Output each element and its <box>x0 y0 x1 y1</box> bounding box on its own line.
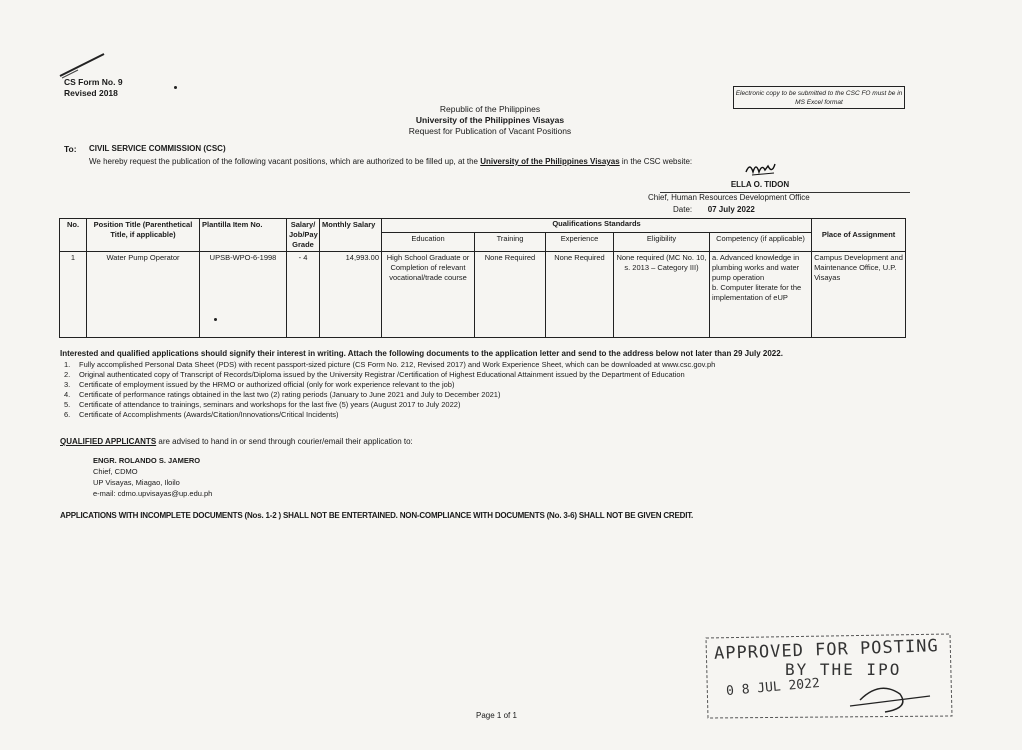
form-revised-text: Revised 2018 <box>64 88 118 98</box>
cell-no: 1 <box>60 252 87 338</box>
contact-address: UP Visayas, Miagao, Iloilo <box>93 478 180 487</box>
header-republic: Republic of the Philippines <box>439 104 541 114</box>
to-label: To: <box>64 144 77 154</box>
date-label: Date: <box>673 205 693 214</box>
contact-email: e-mail: cdmo.upvisayas@up.edu.ph <box>93 489 213 498</box>
electronic-copy-note: Electronic copy to be submitted to the CSC FO must be in MS Excel format <box>733 86 905 109</box>
header-monthly-salary: Monthly Salary <box>320 219 382 252</box>
list-item: 2. Original authenticated copy of Transcript of Records/Diploma issued by the University Registrar /Certification of Highest Educational Attainment issued by the Department of Education <box>64 370 685 379</box>
header-competency: Competency (if applicable) <box>710 233 812 252</box>
cell-salary-grade: - 4 <box>287 252 320 338</box>
header-university: University of the Philippines Visayas <box>415 115 565 125</box>
signatory-name: ELLA O. TIDON <box>730 180 790 189</box>
contact-name: ENGR. ROLANDO S. JAMERO <box>93 456 201 465</box>
list-item: 5. Certificate of attendance to trainings, seminars and workshops for the last five (5) years (August 2017 to July 2022) <box>64 400 461 409</box>
request-text <box>89 157 692 166</box>
stamp-line-1: APPROVED FOR POSTING <box>713 636 939 664</box>
signatory-block <box>628 192 810 216</box>
list-item: 3. Certificate of employment issued by the HRMO or authorized official (only for work experience relevant to the job) <box>64 380 455 389</box>
stamp-line-3: 0 8 JUL 2022 <box>725 675 821 700</box>
header-experience: Experience <box>546 233 614 252</box>
cell-training: None Required <box>475 252 546 338</box>
speck <box>174 86 177 89</box>
qualified-lead: QUALIFIED APPLICANTS <box>60 437 157 446</box>
to-recipient: CIVIL SERVICE COMMISSION (CSC) <box>89 144 226 153</box>
form-number <box>64 77 123 99</box>
header-eligibility: Eligibility <box>614 233 710 252</box>
document-list <box>64 360 715 420</box>
header-education: Education <box>382 233 475 252</box>
header-training: Training <box>475 233 546 252</box>
signatory-date <box>673 204 810 216</box>
header-salary-grade: Salary/ Job/Pay Grade <box>287 219 320 252</box>
header-request-title: Request for Publication of Vacant Positions <box>408 126 572 136</box>
cell-monthly-salary: 14,993.00 <box>320 252 382 338</box>
competency-a: a. Advanced knowledge in plumbing works and water pump operation <box>712 253 800 282</box>
request-text-pre: We hereby request the publication of the following vacant positions, which are authorized to be filled up, at the <box>89 157 481 166</box>
cell-experience: None Required <box>546 252 614 338</box>
request-text-org: University of the Philippines Visayas <box>480 157 620 166</box>
table-header-row <box>60 219 906 233</box>
interested-instructions: Interested and qualified applications should signify their interest in writing. Attach the following documents to the application letter and send to the address below not later than 29 July 2022. <box>60 349 783 358</box>
competency-b: b. Computer literate for the implementation of eUP <box>712 283 802 302</box>
header-place: Place of Assignment <box>812 219 906 252</box>
list-item: 4. Certificate of performance ratings obtained in the last two (2) rating periods (January to June 2021 and July to December 2021) <box>64 390 501 399</box>
date-value: 07 July 2022 <box>707 205 755 214</box>
pen-mark-icon <box>58 50 108 80</box>
header-no: No. <box>60 219 87 252</box>
final-note: APPLICATIONS WITH INCOMPLETE DOCUMENTS (Nos. 1-2 ) SHALL NOT BE ENTERTAINED. NON-COMPLIANCE WITH DOCUMENTS (No. 3-6) SHALL NOT BE GIVEN CREDIT. <box>60 511 694 520</box>
table-row <box>60 252 906 338</box>
cell-competency <box>710 252 812 338</box>
cell-education: High School Graduate or Completion of relevant vocational/trade course <box>382 252 475 338</box>
form-no-text: CS Form No. 9 <box>64 77 123 87</box>
page-number: Page 1 of 1 <box>476 711 517 720</box>
qualified-applicants-text <box>60 437 413 446</box>
cell-place: Campus Development and Maintenance Office, U.P. Visayas <box>812 252 906 338</box>
header-qualifications: Qualifications Standards <box>382 219 812 233</box>
cell-eligibility: None required (MC No. 10, s. 2013 – Category III) <box>614 252 710 338</box>
signatory-title: Chief, Human Resources Development Office <box>648 193 810 202</box>
list-item: 1. Fully accomplished Personal Data Sheet (PDS) with recent passport-sized picture (CS Form No. 212, Revised 2017) and Work Experience Sheet, which can be downloaded at www.csc.gov.ph <box>64 360 716 369</box>
document-header <box>340 104 640 137</box>
salary-grade-value: 4 <box>303 253 308 262</box>
stamp-line-2: BY THE IPO <box>785 660 902 679</box>
cell-position: Water Pump Operator <box>87 252 200 338</box>
header-position: Position Title (Parenthetical Title, if applicable) <box>87 219 200 252</box>
vacancy-table <box>59 218 906 338</box>
contact-block <box>93 455 212 499</box>
speck <box>214 318 217 321</box>
contact-title: Chief, CDMO <box>93 467 138 476</box>
request-text-post: in the CSC website: <box>619 157 693 166</box>
qualified-rest: are advised to hand in or send through courier/email their application to: <box>156 437 413 446</box>
list-item: 6. Certificate of Accomplishments (Awards/Citation/Innovations/Critical Incidents) <box>64 410 339 419</box>
signature-icon <box>744 160 778 178</box>
cell-plantilla: UPSB-WPO-6-1998 <box>200 252 287 338</box>
header-plantilla: Plantilla Item No. <box>200 219 287 252</box>
